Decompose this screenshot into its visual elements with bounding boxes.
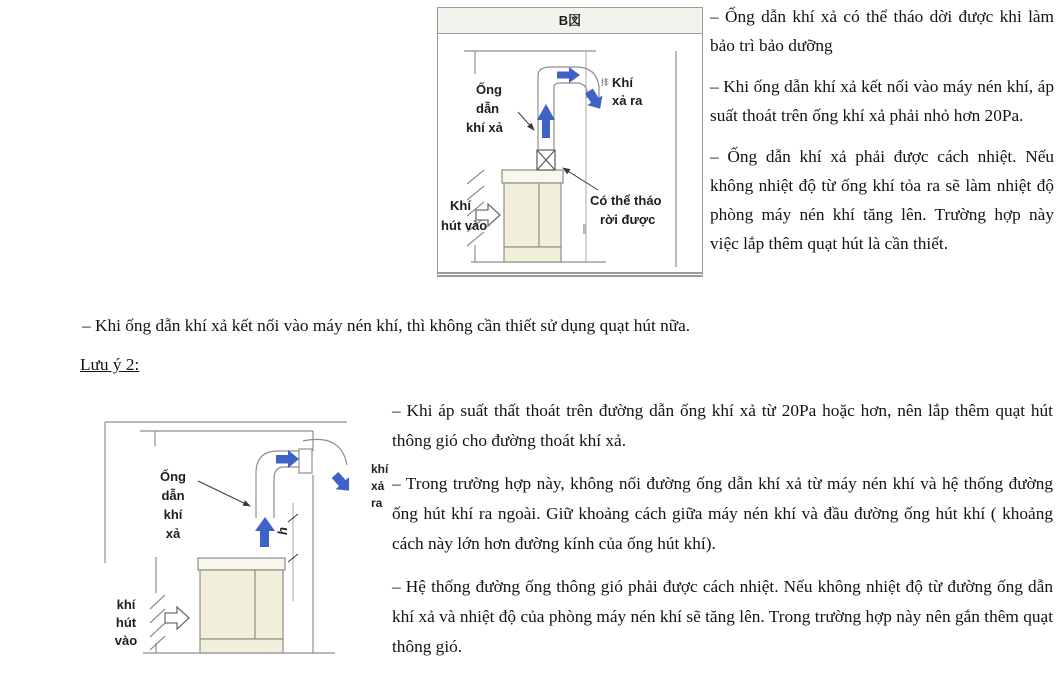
note1-paragraph: – Ống dẫn khí xả có thể tháo dời được khi làm bảo trì bảo dưỡng: [710, 7, 1054, 55]
duct-pointer-arrow: [518, 112, 534, 130]
flow-up-arrow-icon: [537, 104, 555, 138]
duct-pointer-arrow: [198, 481, 250, 506]
compressor: [502, 170, 563, 262]
svg-text:vào: vào: [114, 633, 138, 648]
compressor: [198, 558, 285, 653]
svg-text:h: h: [275, 527, 290, 535]
figure-top-title: B図: [438, 8, 702, 34]
exhaust-label: [612, 75, 643, 108]
intake-label: [115, 597, 137, 648]
note2-text-column: [392, 396, 1053, 675]
intake-arrow-icon: [165, 607, 189, 629]
figure-bottom-exhaust-duct: [95, 413, 367, 665]
note2-heading: Lưu ý 2:: [80, 355, 140, 374]
svg-text:hút vào: hút vào: [441, 218, 488, 233]
duct-label: [160, 469, 186, 541]
svg-text:xả ra: xả ra: [612, 93, 643, 108]
duct-label: [466, 82, 504, 135]
flow-right-arrow-icon: [557, 67, 580, 83]
figure-bottom-drawing: [95, 413, 367, 665]
figure-top-drawing: [438, 34, 701, 271]
note2-paragraph: – Hệ thống đường ống thông gió phải được cách nhiệt. Nếu không nhiệt độ từ đường ống dẫn khí xả và nhiệt độ của phòng máy nén khí sẽ tăng lên. Trong trường hợp này nên gắn thêm quạt thông gió.: [392, 577, 1053, 656]
svg-text:khí: khí: [163, 507, 183, 522]
flow-up-arrow-icon: [255, 517, 275, 547]
note1-paragraph: – Ống dẫn khí xả phải được cách nhiệt. Nếu không nhiệt độ từ ống khí tỏa ra sẽ làm nhiệt độ phòng máy nén khí tăng lên. Trường hợp này việc lắp thêm quạt hút là cần thiết.: [710, 147, 1054, 253]
svg-text:Ống: Ống: [476, 82, 502, 97]
note1-text-column: [710, 2, 1054, 270]
exhaust-jp-char: 排: [601, 78, 609, 87]
svg-text:xả: xả: [165, 526, 181, 541]
intake-wall-hatch: [150, 595, 165, 650]
svg-text:dẫn: dẫn: [161, 488, 185, 503]
svg-text:khí: khí: [116, 597, 136, 612]
exhaust-out-arrow-icon: [581, 86, 607, 113]
note2-paragraph: – Trong trường hợp này, không nối đường ống dẫn khí xả từ máy nén khí và hệ thống đường ống hút khí ra ngoài. Giữ khoảng cách giữa máy nén khí và đầu đường ống hút khí ( khoảng cách này lớn hơn đường kính của ống hút khí).: [392, 474, 1053, 553]
svg-text:Khí: Khí: [450, 198, 471, 213]
svg-text:khí xả: khí xả: [466, 120, 503, 135]
note2-paragraph: – Khi áp suất thất thoát trên đường dẫn ống khí xả từ 20Pa hoặc hơn, nên lắp thêm quạt hút thông gió cho đường thoát khí xả.: [392, 401, 1053, 450]
exhaust-out-arrow-icon: [328, 469, 355, 497]
svg-text:Có thể tháo: Có thể tháo: [590, 193, 662, 208]
note1-paragraph: – Khi ống dẫn khí xả kết nối vào máy nén khí, áp suất thoát trên ống khí xả phải nhỏ hơn 20Pa.: [710, 77, 1054, 125]
wall-outlet: [299, 449, 312, 473]
joint-pointer-arrow: [563, 168, 598, 190]
svg-text:Ống: Ống: [160, 469, 186, 484]
svg-text:Khí: Khí: [612, 75, 633, 90]
figure-top-exhaust-duct: [437, 7, 703, 277]
detachable-joint: [537, 150, 555, 170]
exhaust-label: khí xả ra: [371, 462, 389, 510]
svg-text:dẫn: dẫn: [476, 101, 500, 116]
flow-right-arrow-icon: [276, 450, 299, 468]
svg-text:rời được: rời được: [600, 212, 656, 227]
svg-text:hút: hút: [115, 615, 137, 630]
dimension-tick: [583, 224, 586, 234]
detachable-label: [590, 193, 662, 227]
mid-paragraph: – Khi ống dẫn khí xả kết nối vào máy nén khí, thì không cần thiết sử dụng quạt hút nữa.: [82, 316, 691, 335]
